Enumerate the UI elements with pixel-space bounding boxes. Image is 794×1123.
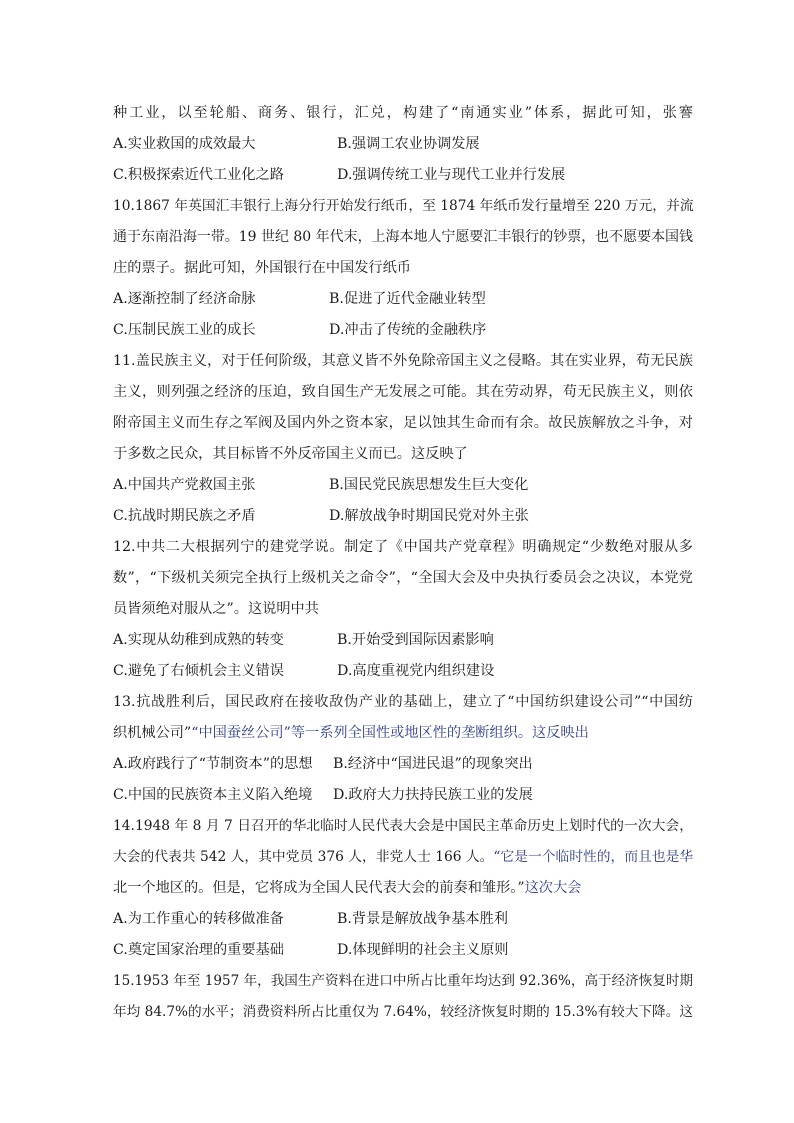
question-11-line-2: 主义，则列强之经济的压迫，致自国生产无发展之可能。其在劳动界，苟无民族主义，则依: [113, 384, 693, 400]
option-14-b: B.背景是解放战争基本胜利: [337, 911, 508, 927]
option-13-a: A.政府践行了“节制资本”的思想: [113, 756, 313, 772]
question-10-line-2: 通于东南沿海一带。19 世纪 80 年代末，上海本地人宁愿要汇丰银行的钞票，也不愿要本国钱: [113, 229, 693, 245]
question-15-line-2: 年均 84.7%的水平；消费资料所占比重仅为 7.64%，较经济恢复时期的 15.3%有较大下降。这: [113, 1004, 693, 1020]
question-10-line-1: 10.1867 年英国汇丰银行上海分行开始发行纸币，至 1874 年纸币发行量增至 220 万元，并流: [113, 198, 694, 214]
option-12-b: B.开始受到国际因素影响: [337, 632, 494, 648]
option-13-d: D.政府大力扶持民族工业的发展: [333, 787, 533, 803]
option-11-b: B.国民党民族思想发生巨大变化: [329, 477, 529, 493]
question-14-line-3: [113, 878, 693, 898]
option-11-a: A.中国共产党救国主张: [113, 477, 256, 493]
question-9-stem-tail: 种工业，以至轮船、商务、银行，汇兑，构建了“南通实业”体系，据此可知，张謇: [113, 105, 693, 121]
question-11-line-3: 附帝国主义而生存之军阀及国内外之资本家，足以蚀其生命而有余。故民族解放之斗争，对: [113, 415, 693, 431]
question-11-line-4: 于多数之民众，其目标皆不外反帝国主义而已。这反映了: [113, 446, 468, 462]
option-14-c: C.奠定国家治理的重要基础: [113, 942, 284, 958]
question-13-line-2-part-1: 织机械公司”: [113, 725, 192, 741]
question-12-line-3: 员皆须绝对服从之”。这说明中共: [113, 601, 319, 617]
option-12-d: D.高度重视党内组织建设: [337, 663, 495, 679]
question-10-line-3: 庄的票子。据此可知，外国银行在中国发行纸币: [113, 260, 411, 276]
option-10-a: A.逐渐控制了经济命脉: [113, 291, 256, 307]
option-12-c: C.避免了右倾机会主义错误: [113, 663, 284, 679]
question-12-line-1: 12.中共二大根据列宁的建党学说。制定了《中国共产党章程》明确规定“少数绝对服从多: [113, 539, 693, 555]
option-10-d: D.冲击了传统的金融秩序: [329, 322, 487, 338]
option-9-a: A.实业救国的成效最大: [113, 136, 256, 152]
option-11-c: C.抗战时期民族之矛盾: [113, 508, 256, 524]
question-14-line-2-part-1: 大会的代表共 542 人，其中党员 376 人，非党人士 166 人。: [113, 849, 494, 865]
option-12-a: A.实现从幼稚到成熟的转变: [113, 632, 284, 648]
question-13-line-2-part-2: “中国蚕丝公司”等一系列全国性或地区性的垄断组织。这反映出: [191, 725, 589, 741]
option-9-c: C.积极探索近代工业化之路: [113, 167, 284, 183]
question-13-line-2: [113, 723, 693, 743]
question-12-line-2: 数”，“下级机关须完全执行上级机关之命令”，“全国大会及中央执行委员会之决议，本党党: [113, 570, 693, 586]
option-11-d: D.解放战争时期国民党对外主张: [329, 508, 529, 524]
question-13-line-1: 13.抗战胜利后，国民政府在接收敌伪产业的基础上，建立了“中国纺织建设公司”“中国纺: [113, 694, 693, 710]
question-14-line-3-part-2: 这次大会: [524, 880, 582, 896]
question-14-line-1: 14.1948 年 8 月 7 日召开的华北临时人民代表大会是中国民主革命历史上划时代的一次大会，: [113, 818, 693, 834]
question-15-line-1: 15.1953 年至 1957 年，我国生产资料在进口中所占比重年均达到 92.36%，高于经济恢复时期: [113, 973, 693, 989]
option-14-d: D.体现鲜明的社会主义原则: [337, 942, 509, 958]
option-9-d: D.强调传统工业与现代工业并行发展: [337, 167, 566, 183]
option-9-b: B.强调工农业协调发展: [337, 136, 480, 152]
option-13-b: B.经济中“国进民退”的现象突出: [333, 756, 533, 772]
question-14-line-2: [113, 847, 693, 867]
question-14-line-2-part-2: “它是一个临时性的，而且也是华: [493, 849, 694, 865]
option-10-b: B.促进了近代金融业转型: [329, 291, 486, 307]
option-13-c: C.中国的民族资本主义陷入绝境: [113, 787, 313, 803]
option-14-a: A.为工作重心的转移做准备: [113, 911, 284, 927]
question-11-line-1: 11.盖民族主义，对于任何阶级，其意义皆不外免除帝国主义之侵略。其在实业界，苟无民族: [113, 353, 693, 369]
question-14-line-3-part-1: 北一个地区的。但是，它将成为全国人民代表大会的前奏和雏形。”: [113, 880, 525, 896]
option-10-c: C.压制民族工业的成长: [113, 322, 256, 338]
